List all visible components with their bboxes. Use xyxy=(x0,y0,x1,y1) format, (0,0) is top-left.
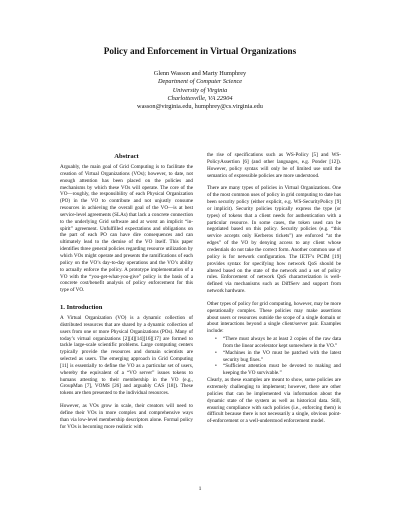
author-department: Department of Computer Science xyxy=(157,78,243,86)
author-city: Charlottesville, VA 22904 xyxy=(167,94,233,102)
list-item xyxy=(207,350,341,364)
example-policy-list xyxy=(207,336,341,377)
intro-heading: 1. Introduction xyxy=(60,304,103,312)
bullet-icon: • xyxy=(215,363,217,370)
list-item-text: “Sufficient attention must be devoted to making and keeping the VO survivable.” xyxy=(223,363,341,377)
author-emails: wasson@virginia.edu, humphrey@cs.virginia.edu xyxy=(137,103,263,111)
list-item-text: “There must always be at least 2 copies of the raw data from the linear accelerator kept somewhere in the VO.” xyxy=(223,336,341,349)
abstract-text: Arguably, the main goal of Grid Computing is to facilitate the creation of Virtual Organizations (VOs); however, to date, not enough attention has been placed on the policies and mechanisms by which these VOs will operate. The core of the VO—roughly, the responsibility of each Physical Organization (PO) in the VO to contribute and not unjustly consume resources in achieving the overall goal of the VO—is at best service-level agreements (SLAs) that lack a concrete connection to the underlying Grid software and at worst an implicit “in-spirit” agreement. Unfulfilled expectations and obligations on the part of each PO can have dire consequences and can ultimately lead to the demise of the VO itself. This paper identifies three general policies regarding resource utilization by which VOs might operate and presents the ramifications of each policy on the VO’s day-to-day operations and the VO’s ability to actually enforce the policy. A prototype implementation of a VO with the “you-get-what-you-give” policy is the basis of a concrete cost/benefit analysis of policy enforcement for this type of VO. xyxy=(60,164,193,294)
abstract-heading: Abstract xyxy=(114,153,139,160)
right-paragraph-3: Other types of policy for grid computing, however, may be more operationally complex. These policies may make assertions about users or resources outside the scope of a single domain or about interactions beyond a single client/server pair. Examples include: xyxy=(207,300,341,335)
page-number: 1 xyxy=(198,486,202,492)
intro-paragraph-1: A Virtual Organization (VO) is a dynamic collection of distributed resources that are shared by a dynamic collection of users from one or more Physical Organizations (POs). Many of today’s virtual organizations [2][4][14][16][17] are formed to tackle large-scale scientific problems. Large computing centers typically provide the resources and domain scientists are selected as users. The emerging approach in Grid Computing [11] is essentially to define the VO as a particular set of users, whereby the equivalent of a “VO server” issues tokens to humans attesting to their membership in the VO (e.g., GroupMan [7], VOMS [26] and arguably CAS [18]). These tokens are then presented to the individual resources. xyxy=(60,315,193,397)
right-paragraph-2: There are many types of policies in Virtual Organizations. One of the most common uses of policy in grid computing to date has been security policy (either explicit, e.g. WS-SecurityPolicy [9] or implicit). Security policies typically express the type (or types) of tokens that a client needs for authentication with a particular resource. In some cases, the token used can be negotiated based on this policy. Security policies (e.g. “this service accepts only Kerberos tickets”) are enforced “at the edges” of the VO by denying access to any client whose credentials do not take the correct form. Another common use of policy is for network configuration. The IETF’s PCIM [19] provides syntax for specifying how network QoS should be altered based on the state of the network and a set of policy rules. Enforcement of network QoS characterization is well-defined via mechanisms such as DiffServ and support from network hardware. xyxy=(207,185,341,295)
list-item-text: “Machines in the VO must be patched with the latest security bug fixes.” xyxy=(223,349,341,363)
intro-paragraph-2: However, as VOs grow in scale, their creators will need to define their VOs in more complex and comprehensive ways than via low-level membership descriptors alone. Formal policy for VOs is becoming more realistic with xyxy=(60,403,193,430)
right-column xyxy=(207,152,341,431)
list-item xyxy=(207,363,341,377)
author-block xyxy=(0,70,400,111)
right-paragraph-4: Clearly, as these examples are meant to show, some policies are extremely challenging to implement; however, there are other policies that can be implemented via information about the dynamic state of the system as well as historical data. Still, ensuring compliance with such policies (i.e., enforcing them) is difficult because there is not necessarily a single, obvious point-of-enforcement or a well-understood enforcement model. xyxy=(207,377,341,425)
paper-title: Policy and Enforcement in Virtual Organizations xyxy=(103,46,297,56)
author-names: Glenn Wasson and Marty Humphrey xyxy=(153,70,247,77)
bullet-icon: • xyxy=(215,336,217,343)
left-column xyxy=(60,153,193,437)
author-university: University of Virginia xyxy=(172,86,228,94)
list-item xyxy=(207,336,341,350)
right-paragraph-1: the rise of specifications such as WS-Policy [5] and WS-PolicyAssertion [6] (and other languages, e.g. Ponder [12]). However, policy syntax will only be of limited use until the semantics of expressible policies are more understood. xyxy=(207,152,341,179)
bullet-icon: • xyxy=(215,349,217,356)
